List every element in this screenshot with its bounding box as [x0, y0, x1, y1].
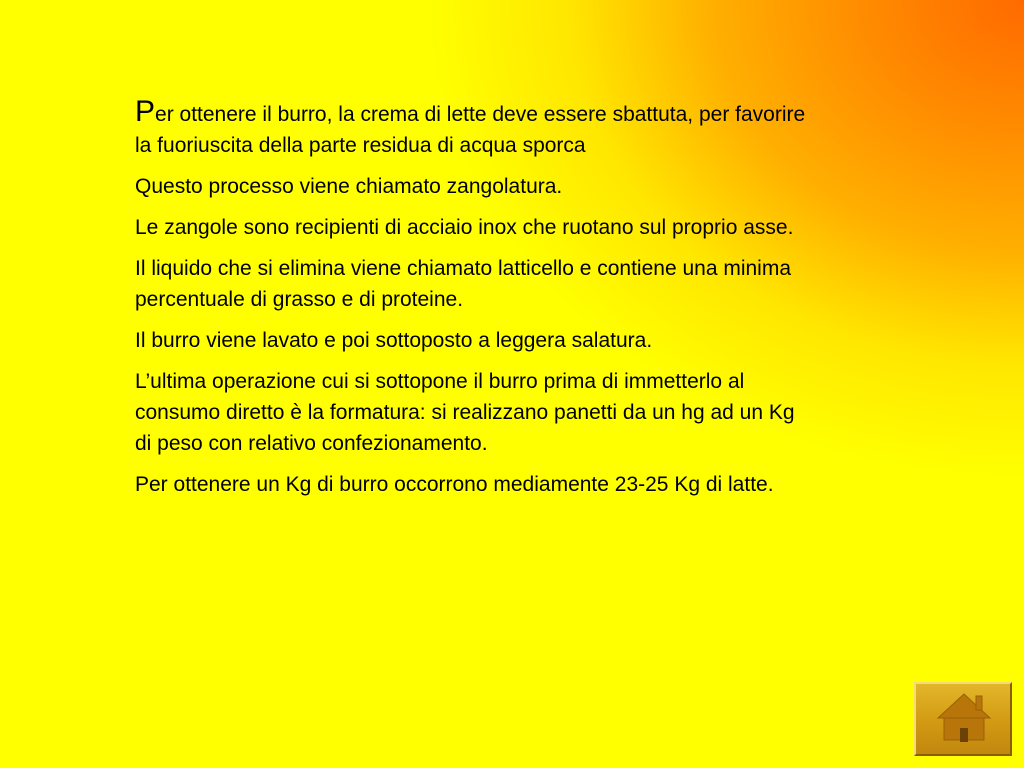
- drop-cap: P: [135, 95, 156, 128]
- paragraph-zangolatura: Questo processo viene chiamato zangolatura.: [135, 175, 563, 198]
- paragraph-resa: Per ottenere un Kg di burro occorrono mediamente 23-25 Kg di latte.: [135, 473, 774, 496]
- paragraph-zangole: Le zangole sono recipienti di acciaio inox che ruotano sul proprio asse.: [135, 216, 794, 239]
- home-icon: [936, 690, 992, 746]
- slide-body: [135, 96, 815, 510]
- paragraph-formatura: L’ultima operazione cui si sottopone il burro prima di immetterlo al consumo diretto è la formatura: si realizzano panetti da un hg ad un Kg di peso con relativo confezionamento.: [135, 370, 795, 455]
- paragraph-intro: [135, 96, 815, 161]
- paragraph-latticello: Il liquido che si elimina viene chiamato latticello e contiene una minima percentuale di grasso e di proteine.: [135, 257, 792, 311]
- paragraph-intro-text: er ottenere il burro, la crema di lette deve essere sbattuta, per favorire la fuoriuscita della parte residua di acqua sporca: [135, 103, 806, 157]
- paragraph-salatura: Il burro viene lavato e poi sottoposto a leggera salatura.: [135, 329, 653, 352]
- home-button[interactable]: [914, 682, 1012, 756]
